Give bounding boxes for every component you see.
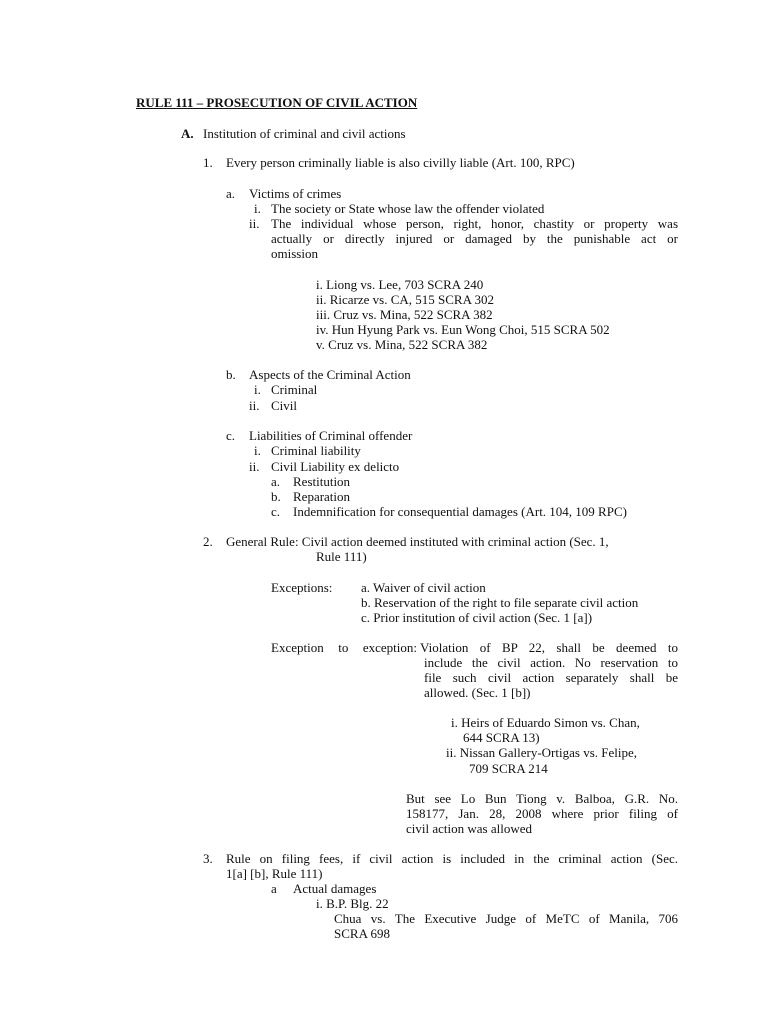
- item1c-text: Liabilities of Criminal offender: [249, 428, 413, 443]
- but-see-line: But see Lo Bun Tiong v. Balboa, G.R. No.: [406, 791, 678, 806]
- item1c-sub-marker: c.: [271, 504, 281, 519]
- case-item: i. Liong vs. Lee, 703 SCRA 240: [316, 277, 484, 292]
- case-item: iii. Cruz vs. Mina, 522 SCRA 382: [316, 307, 493, 322]
- item1c-ii-marker: ii.: [249, 459, 260, 474]
- item1a-ii-line1: The individual whose person, right, honor, chastity or property was: [271, 216, 678, 231]
- item1c-sub-marker: a.: [271, 474, 281, 489]
- exception-case-line: ii. Nissan Gallery-Ortigas vs. Felipe,: [446, 745, 637, 760]
- exception-case-line: i. Heirs of Eduardo Simon vs. Chan,: [451, 715, 640, 730]
- item1c-sub-text: Restitution: [293, 474, 351, 489]
- item1-text: Every person criminally liable is also civilly liable (Art. 100, RPC): [226, 155, 575, 170]
- item3-number: 3.: [203, 851, 213, 866]
- item1c-sub-text: Indemnification for consequential damages (Art. 104, 109 RPC): [293, 504, 627, 519]
- item3a-i-text: i. B.P. Blg. 22: [316, 896, 389, 911]
- section-a-marker: A.: [181, 126, 194, 141]
- item1a-i-marker: i.: [254, 201, 261, 216]
- item1b-marker: b.: [226, 367, 236, 382]
- exception-case-line: 644 SCRA 13): [463, 730, 540, 745]
- item1a-ii-line3: omission: [271, 246, 318, 261]
- exceptions-label: Exceptions:: [271, 580, 333, 595]
- item1a-ii-line2: actually or directly injured or damaged by the punishable act or: [271, 231, 678, 246]
- item3a-marker: a: [271, 881, 277, 896]
- but-see-line: civil action was allowed: [406, 821, 532, 836]
- exception-to-exception-line: include the civil action. No reservation to: [424, 655, 678, 670]
- exception-item: c. Prior institution of civil action (Sec. 1 [a]): [361, 610, 593, 625]
- exception-case-line: 709 SCRA 214: [469, 761, 548, 776]
- item3a-text: Actual damages: [293, 881, 377, 896]
- item1c-i-marker: i.: [254, 443, 261, 458]
- item1b-text: Aspects of the Criminal Action: [249, 367, 411, 382]
- item1a-ii-marker: ii.: [249, 216, 260, 231]
- case-item: v. Cruz vs. Mina, 522 SCRA 382: [316, 337, 488, 352]
- item1-number: 1.: [203, 155, 213, 170]
- item3-case-line1: Chua vs. The Executive Judge of MeTC of Manila, 706: [334, 911, 678, 926]
- item1c-marker: c.: [226, 428, 236, 443]
- item2-number: 2.: [203, 534, 213, 549]
- item1b-i-marker: i.: [254, 382, 261, 397]
- exception-item: b. Reservation of the right to file separate civil action: [361, 595, 639, 610]
- item3-case-line2: SCRA 698: [334, 926, 390, 941]
- exception-item: a. Waiver of civil action: [361, 580, 486, 595]
- section-a-heading: Institution of criminal and civil actions: [203, 126, 406, 141]
- case-item: ii. Ricarze vs. CA, 515 SCRA 302: [316, 292, 495, 307]
- item1c-sub-text: Reparation: [293, 489, 351, 504]
- exception-to-exception-label: Exception to exception:: [271, 640, 417, 655]
- exception-to-exception-line: file such civil action separately shall be: [424, 670, 678, 685]
- page-title: RULE 111 – PROSECUTION OF CIVIL ACTION: [136, 95, 418, 110]
- item1c-ii-text: Civil Liability ex delicto: [271, 459, 400, 474]
- item1b-ii-text: Civil: [271, 398, 298, 413]
- exception-to-exception-line: Violation of BP 22, shall be deemed to: [420, 640, 678, 655]
- item1a-text: Victims of crimes: [249, 186, 342, 201]
- item1b-i-text: Criminal: [271, 382, 318, 397]
- case-item: iv. Hun Hyung Park vs. Eun Wong Choi, 515 SCRA 502: [316, 322, 610, 337]
- item2-line1: General Rule: Civil action deemed instituted with criminal action (Sec. 1,: [226, 534, 609, 549]
- item1c-i-text: Criminal liability: [271, 443, 361, 458]
- but-see-line: 158177, Jan. 28, 2008 where prior filing of: [406, 806, 678, 821]
- item1a-i-text: The society or State whose law the offender violated: [271, 201, 545, 216]
- item1c-sub-marker: b.: [271, 489, 281, 504]
- item1a-marker: a.: [226, 186, 236, 201]
- exception-to-exception-line: allowed. (Sec. 1 [b]): [424, 685, 531, 700]
- item3-line1: Rule on filing fees, if civil action is included in the criminal action (Sec.: [226, 851, 678, 866]
- item1b-ii-marker: ii.: [249, 398, 260, 413]
- item2-line2: Rule 111): [316, 549, 367, 564]
- item3-line2: 1[a] [b], Rule 111): [226, 866, 323, 881]
